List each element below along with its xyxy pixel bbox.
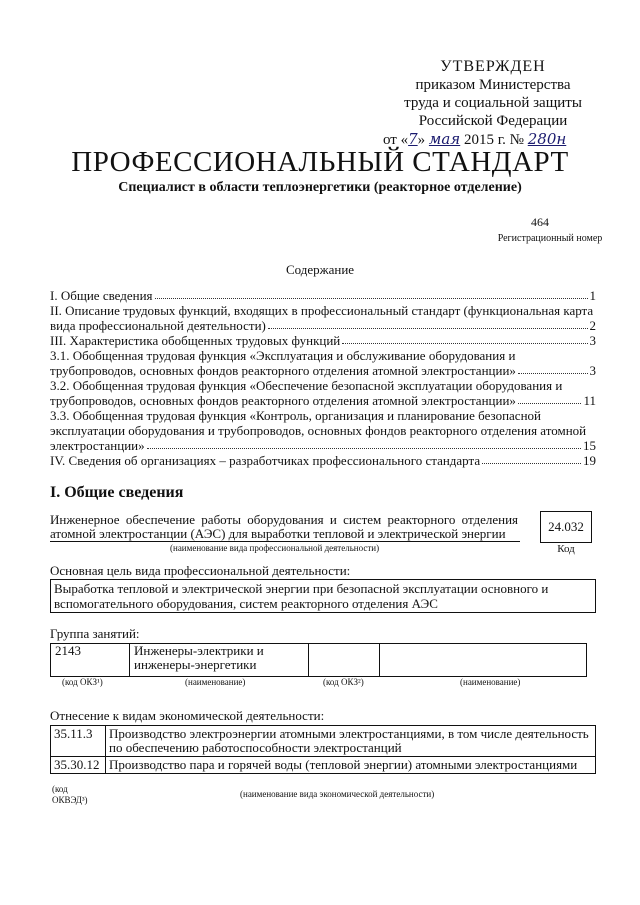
group-name2-caption: (наименование) [460, 677, 521, 687]
registration-number: 464 [531, 215, 549, 229]
activity-code-box: 24.032 [540, 511, 592, 543]
group-code2-caption: (код ОКЗ²) [323, 677, 364, 687]
goal-label: Основная цель вида профессиональной деятельности: [50, 563, 351, 578]
table-row [51, 757, 596, 774]
document-subtitle: Специалист в области теплоэнергетики (реакторное отделение) [118, 180, 522, 195]
activity-kind-caption: (наименование вида профессиональной деятельности) [170, 543, 380, 553]
order-year: 2015 г. № [460, 132, 524, 148]
toc-item[interactable] [50, 333, 596, 348]
group-name-caption: (наименование) [185, 677, 246, 687]
activity-name-cell: Производство пара и горячей воды (тепловой энергии) атомными электростанциями [106, 757, 596, 774]
toc-item[interactable] [50, 348, 596, 378]
toc-item-page: 19 [583, 453, 596, 468]
toc-item-text: трубопроводов, основных фондов реакторного отделения атомной электростанции» [50, 363, 516, 378]
toc-item-page: 11 [583, 393, 596, 408]
document-title: ПРОФЕССИОНАЛЬНЫЙ СТАНДАРТ [71, 146, 569, 178]
toc-item[interactable] [50, 453, 596, 468]
order-number: 280н [527, 130, 567, 148]
toc-item[interactable] [50, 378, 596, 408]
toc-item-text: II. Описание трудовых функций, входящих в профессиональный стандарт (функциональная карта [50, 303, 594, 318]
toc-leader-dots [518, 403, 582, 404]
toc-item-page: 15 [583, 438, 596, 453]
toc-item-page: 3 [589, 363, 596, 378]
order-mid: » [417, 132, 429, 148]
economic-activity-table [50, 725, 596, 774]
approval-heading: УТВЕРЖДЕН [440, 58, 546, 75]
economic-activity-label: Отнесение к видам экономической деятельности: [50, 708, 325, 723]
toc-leader-dots [482, 463, 581, 464]
toc-item[interactable] [50, 408, 596, 453]
toc-item[interactable] [50, 303, 596, 333]
toc-leader-dots [342, 343, 587, 344]
group-code2-cell [309, 644, 380, 677]
approval-line-2: приказом Министерства [415, 77, 571, 93]
approval-line-3: труда и социальной защиты [404, 95, 582, 111]
group-name2-cell [380, 644, 587, 677]
toc-item-page: 1 [589, 288, 596, 303]
toc-item-text: трубопроводов, основных фондов реакторного отделения атомной электростанции» [50, 393, 516, 408]
approval-line-4: Российской Федерации [418, 113, 568, 129]
toc-item-text: 3.2. Обобщенная трудовая функция «Обеспечение безопасной эксплуатации оборудования и [50, 378, 563, 393]
activity-kind-text: Инженерное обеспечение работы оборудования и систем реакторного отделения атомной электростанции (АЭС) для выработки тепловой и электрической энергии [50, 512, 518, 541]
activity-name-cell: Производство электроэнергии атомными электростанциями, в том числе деятельность по обеспечению работоспособности электростанций [106, 726, 596, 757]
section-title: I. Общие сведения [50, 484, 184, 501]
approval-block [383, 58, 603, 149]
order-month: мая [428, 130, 461, 148]
toc-item-text: IV. Сведения об организациях – разработчиках профессионального стандарта [50, 453, 481, 468]
toc-leader-dots [147, 448, 581, 449]
group-code-caption: (код ОКЗ¹) [62, 677, 103, 687]
toc-item-text: I. Общие сведения [50, 288, 153, 303]
toc-title: Содержание [285, 262, 355, 277]
registration-label: Регистрационный номер [497, 233, 603, 244]
underline-divider [50, 541, 520, 542]
activity-code-cell: 35.11.3 [51, 726, 106, 757]
group-label: Группа занятий: [50, 626, 140, 641]
group-code-cell: 2143 [51, 644, 130, 677]
table-row [51, 644, 587, 677]
toc-item-text: электростанции» [50, 438, 145, 453]
activity-code-caption: (код ОКВЭД³) [52, 784, 88, 805]
order-prefix: от « [383, 132, 409, 148]
table-of-contents [50, 288, 596, 468]
table-row [51, 726, 596, 757]
toc-leader-dots [268, 328, 588, 329]
toc-item-page: 2 [589, 318, 596, 333]
toc-leader-dots [155, 298, 588, 299]
toc-item-text: III. Характеристика обобщенных трудовых функций [50, 333, 341, 348]
toc-item-page: 3 [589, 333, 596, 348]
activity-code-caption: Код [557, 543, 575, 555]
toc-item[interactable] [50, 288, 596, 303]
toc-item-text: эксплуатации оборудования и трубопроводов, основных фондов реакторного отделения атомной [50, 423, 587, 438]
activity-code-cell: 35.30.12 [51, 757, 106, 774]
occupation-group-table [50, 643, 587, 677]
group-name-cell: Инженеры-электрики и инженеры-энергетики [130, 644, 309, 677]
activity-name-caption: (наименование вида экономической деятельности) [240, 789, 435, 799]
goal-text-box: Выработка тепловой и электрической энергии при безопасной эксплуатации основного и вспомогательного оборудования, систем реакторного отделения АЭС [50, 579, 596, 613]
order-day: 7 [408, 130, 418, 148]
toc-item-text: 3.1. Обобщенная трудовая функция «Эксплуатация и обслуживание оборудования и [50, 348, 516, 363]
toc-leader-dots [518, 373, 588, 374]
toc-item-text: 3.3. Обобщенная трудовая функция «Контроль, организация и планирование безопасной [50, 408, 541, 423]
toc-item-text: вида профессиональной деятельности) [50, 318, 266, 333]
